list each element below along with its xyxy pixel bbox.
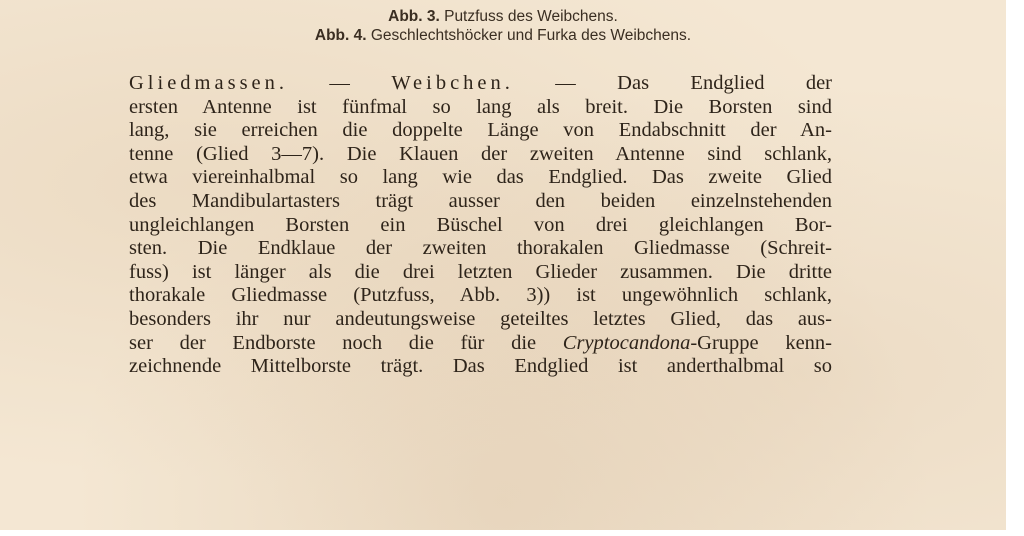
- text-line: fuss) ist länger als die drei letzten Glieder zusammen. Die dritte: [129, 260, 832, 283]
- text-line: thorakale Gliedmasse (Putzfuss, Abb. 3)) ist ungewöhnlich schlank,: [129, 284, 832, 307]
- text-line: etwa viereinhalbmal so lang wie das Endglied. Das zweite Glied: [129, 166, 832, 189]
- figure-label: Abb. 4.: [314, 27, 367, 44]
- figure-caption-4: [0, 26, 1006, 45]
- text-line: lang, sie erreichen die doppelte Länge von Endabschnitt der An-: [129, 119, 832, 142]
- text-run: ser der Endborste noch die für die: [129, 331, 563, 354]
- text-line: zeichnende Mittelborste trägt. Das Endglied ist anderthalbmal so: [129, 355, 832, 378]
- subsection-heading: Weibchen.: [391, 72, 514, 94]
- text-line: tenne (Glied 3—7). Die Klauen der zweiten Antenne sind schlank,: [129, 142, 832, 165]
- text-line: [129, 72, 832, 96]
- text-run: -Gruppe kenn-: [690, 331, 833, 354]
- text-line: sten. Die Endklaue der zweiten thorakalen Gliedmasse (Schreit-: [129, 237, 832, 260]
- genus-name: Cryptocandona: [562, 331, 691, 354]
- figure-caption-3: [0, 7, 1006, 26]
- figure-caption-text: Putzfuss des Weibchens.: [439, 8, 618, 25]
- figure-captions: [0, 7, 1006, 45]
- text-line: [129, 332, 832, 356]
- body-paragraph: [129, 72, 832, 379]
- text-line: besonders ihr nur andeutungsweise geteiltes letztes Glied, das aus-: [129, 307, 832, 330]
- section-heading: Gliedmassen.: [129, 72, 289, 94]
- dash-separator: —: [288, 72, 392, 94]
- scan-border-bottom: [0, 530, 1024, 536]
- text-line: ungleichlangen Borsten ein Büschel von drei gleichlangen Bor-: [129, 213, 832, 236]
- text-run: — Das Endglied der: [513, 72, 833, 94]
- figure-label: Abb. 3.: [388, 8, 440, 25]
- figure-caption-text: Geschlechtshöcker und Furka des Weibchens.: [366, 27, 692, 44]
- text-line: des Mandibulartasters trägt ausser den beiden einzelnstehenden: [129, 189, 832, 212]
- scan-border-right: [1006, 0, 1024, 536]
- text-line: ersten Antenne ist fünfmal so lang als breit. Die Borsten sind: [129, 95, 832, 118]
